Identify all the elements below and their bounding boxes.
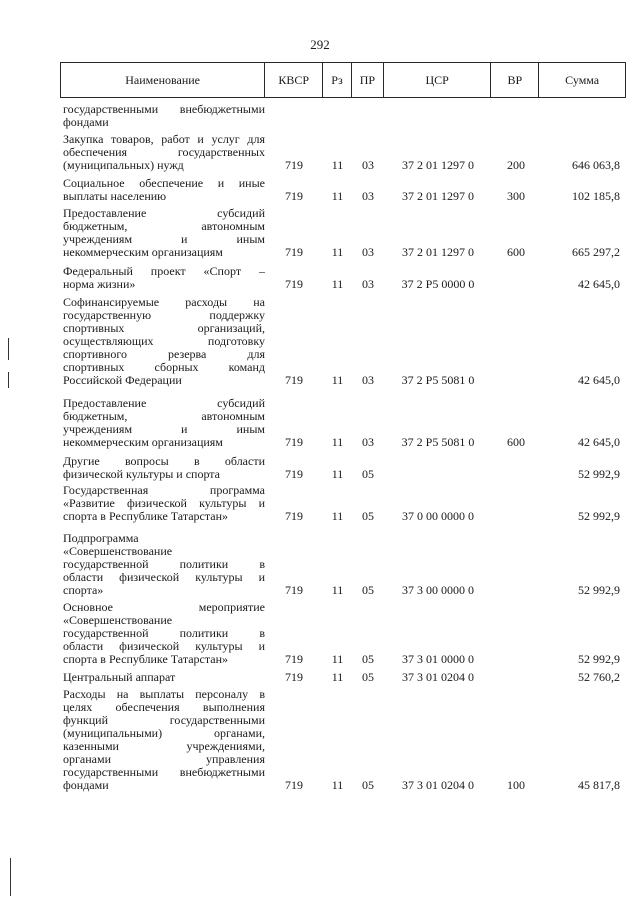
row-csr: 37 2 01 1297 0 <box>402 189 474 203</box>
row-csr: 37 2 P5 5081 0 <box>401 373 475 387</box>
name-line: Закупка товаров, работ и услуг для <box>63 132 265 146</box>
row-name <box>60 601 265 666</box>
table-row <box>60 688 626 792</box>
table-row <box>60 455 626 481</box>
name-line: «Совершенствование <box>63 544 173 558</box>
row-pr: 05 <box>362 509 374 523</box>
row-kvsr: 719 <box>285 189 303 203</box>
name-line: (муниципальных) нужд <box>63 158 184 172</box>
row-rz: 11 <box>331 778 344 792</box>
table-header <box>60 62 626 98</box>
row-sum: 52 760,2 <box>578 670 620 684</box>
row-pr: 03 <box>362 189 374 203</box>
table-row <box>60 296 626 387</box>
table-row <box>60 133 626 172</box>
name-line: Российской Федерации <box>63 373 182 387</box>
row-kvsr: 719 <box>285 435 303 449</box>
name-line: «Развитие физической культуры и <box>63 496 265 510</box>
row-sum: 52 992,9 <box>578 509 620 523</box>
row-sum: 665 297,2 <box>572 245 620 259</box>
row-rz: 11 <box>331 158 344 172</box>
row-vr: 300 <box>507 189 525 203</box>
row-name <box>60 688 265 792</box>
row-pr: 03 <box>362 158 374 172</box>
row-pr: 05 <box>362 467 374 481</box>
table-row <box>60 177 626 203</box>
row-sum: 646 063,8 <box>572 158 620 172</box>
table-row <box>60 532 626 597</box>
row-name <box>60 397 265 449</box>
name-line: физической культуры и спорта <box>63 467 221 481</box>
row-csr: 37 2 P5 0000 0 <box>401 277 475 291</box>
name-line: области физической культуры и <box>63 639 265 653</box>
name-line: выплаты населению <box>63 189 167 203</box>
row-sum: 52 992,9 <box>578 583 620 597</box>
row-kvsr: 719 <box>285 373 303 387</box>
name-line: Софинансируемые расходы на <box>63 295 265 309</box>
name-line: целях обеспечения выполнения <box>63 700 265 714</box>
name-line: Основное мероприятие <box>63 600 265 614</box>
row-name <box>60 532 265 597</box>
row-sum: 42 645,0 <box>578 435 620 449</box>
row-rz: 11 <box>331 245 344 259</box>
header-kvsr: КВСР <box>265 63 323 97</box>
name-line: некоммерческим организациям <box>63 245 223 259</box>
name-line: некоммерческим организациям <box>63 435 223 449</box>
row-csr: 37 3 00 0000 0 <box>402 583 474 597</box>
name-line: государственными внебюджетными <box>63 765 265 779</box>
name-line: спортивных сборных команд <box>63 360 265 374</box>
row-pr: 03 <box>362 373 374 387</box>
row-csr: 37 2 P5 5081 0 <box>401 435 475 449</box>
name-line: Федеральный проект «Спорт – <box>63 264 265 278</box>
name-line: обеспечения государственных <box>63 145 265 159</box>
row-rz: 11 <box>331 509 344 523</box>
name-line: казенными учреждениями, <box>63 739 265 753</box>
header-csr: ЦСР <box>384 63 492 97</box>
row-csr: 37 3 01 0204 0 <box>402 778 474 792</box>
row-vr: 100 <box>507 778 525 792</box>
name-line: осуществляющих подготовку <box>63 334 265 348</box>
row-csr: 37 3 01 0204 0 <box>402 670 474 684</box>
name-line: функций государственными <box>63 713 265 727</box>
table-row <box>60 397 626 449</box>
row-pr: 05 <box>362 670 374 684</box>
name-line: спорта в Республике Татарстан» <box>63 509 229 523</box>
table-row <box>60 103 626 129</box>
margin-mark <box>8 338 9 360</box>
header-pr: ПР <box>352 63 384 97</box>
page-number: 292 <box>310 37 330 52</box>
row-pr: 05 <box>362 583 374 597</box>
row-rz: 11 <box>331 670 344 684</box>
header-vr: ВР <box>491 63 539 97</box>
row-name <box>60 484 265 523</box>
row-kvsr: 719 <box>285 778 303 792</box>
row-rz: 11 <box>331 435 344 449</box>
row-kvsr: 719 <box>285 670 303 684</box>
name-line: фондами <box>63 778 109 792</box>
name-line: спорта в Республике Татарстан» <box>63 652 229 666</box>
header-name: Наименование <box>61 63 265 97</box>
row-pr: 05 <box>362 778 374 792</box>
name-line: Расходы на выплаты персоналу в <box>63 687 265 701</box>
name-line: Подпрограмма <box>63 531 139 545</box>
name-line: органами управления <box>63 752 265 766</box>
name-line: бюджетным, автономным <box>63 409 265 423</box>
row-pr: 05 <box>362 652 374 666</box>
name-line: Предоставление субсидий <box>63 206 265 220</box>
row-rz: 11 <box>331 583 344 597</box>
table-row <box>60 265 626 291</box>
name-line: государственной политики в <box>63 626 265 640</box>
table-row <box>60 601 626 666</box>
row-name <box>60 455 265 481</box>
row-pr: 03 <box>362 435 374 449</box>
name-line: области физической культуры и <box>63 570 265 584</box>
name-line: государственную поддержку <box>63 308 265 322</box>
table-row <box>60 207 626 259</box>
row-vr: 600 <box>507 435 525 449</box>
margin-mark <box>8 372 9 388</box>
name-line: норма жизни» <box>63 277 136 291</box>
row-pr: 03 <box>362 245 374 259</box>
name-line: «Совершенствование <box>63 613 173 627</box>
name-line: Другие вопросы в области <box>63 454 265 468</box>
row-name <box>60 296 265 387</box>
row-rz: 11 <box>331 277 344 291</box>
row-csr: 37 2 01 1297 0 <box>402 245 474 259</box>
row-sum: 102 185,8 <box>572 189 620 203</box>
row-name <box>60 671 265 684</box>
name-line: спорта» <box>63 583 104 597</box>
name-line: фондами <box>63 115 109 129</box>
row-csr: 37 3 01 0000 0 <box>402 652 474 666</box>
row-vr: 200 <box>507 158 525 172</box>
row-rz: 11 <box>331 467 344 481</box>
name-line: государственными внебюджетными <box>63 102 265 116</box>
row-kvsr: 719 <box>285 467 303 481</box>
name-line: Государственная программа <box>63 483 265 497</box>
row-sum: 52 992,9 <box>578 652 620 666</box>
margin-mark <box>10 858 11 896</box>
row-name <box>60 103 265 129</box>
row-rz: 11 <box>331 652 344 666</box>
row-csr: 37 2 01 1297 0 <box>402 158 474 172</box>
row-vr: 600 <box>507 245 525 259</box>
name-line: спортивных организаций, <box>63 321 265 335</box>
row-kvsr: 719 <box>285 245 303 259</box>
name-line: Центральный аппарат <box>63 670 176 684</box>
row-pr: 03 <box>362 277 374 291</box>
header-sum: Сумма <box>565 72 600 87</box>
row-name <box>60 265 265 291</box>
row-kvsr: 719 <box>285 158 303 172</box>
name-line: учреждениям и иным <box>63 422 265 436</box>
name-line: (муниципальными) органами, <box>63 726 265 740</box>
header-rz: Рз <box>323 63 352 97</box>
name-line: бюджетным, автономным <box>63 219 265 233</box>
table-row <box>60 484 626 523</box>
row-sum: 42 645,0 <box>578 277 620 291</box>
name-line: спортивного резерва для <box>63 347 265 361</box>
name-line: учреждениям и иным <box>63 232 265 246</box>
row-rz: 11 <box>331 373 344 387</box>
row-name <box>60 207 265 259</box>
row-kvsr: 719 <box>285 583 303 597</box>
row-sum: 42 645,0 <box>578 373 620 387</box>
row-name <box>60 177 265 203</box>
row-name <box>60 133 265 172</box>
name-line: Социальное обеспечение и иные <box>63 176 265 190</box>
row-sum: 45 817,8 <box>578 778 620 792</box>
row-csr: 37 0 00 0000 0 <box>402 509 474 523</box>
row-sum: 52 992,9 <box>578 467 620 481</box>
row-rz: 11 <box>331 189 344 203</box>
row-kvsr: 719 <box>285 509 303 523</box>
row-kvsr: 719 <box>285 652 303 666</box>
name-line: государственной политики в <box>63 557 265 571</box>
row-kvsr: 719 <box>285 277 303 291</box>
name-line: Предоставление субсидий <box>63 396 265 410</box>
table-row <box>60 671 626 684</box>
